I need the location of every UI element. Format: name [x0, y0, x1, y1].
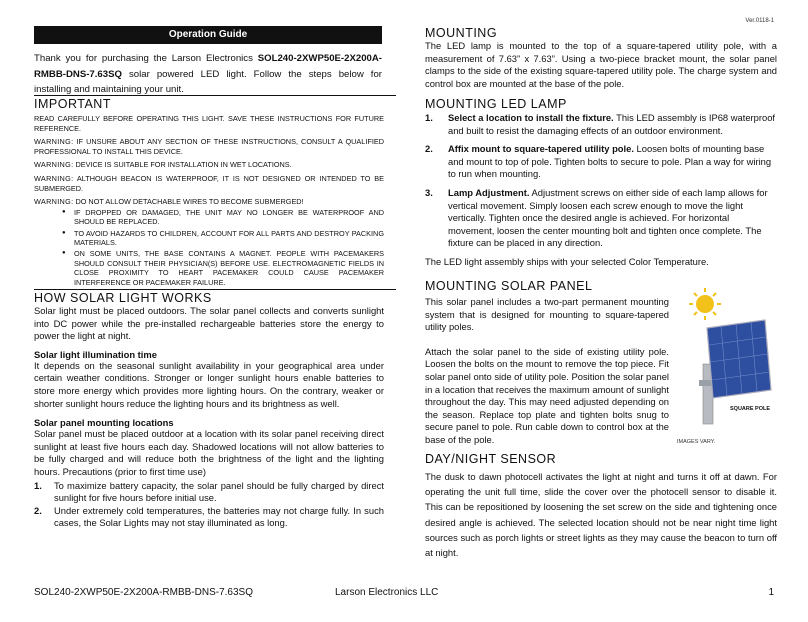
solar-panel-illustration: [673, 286, 777, 446]
step-title: Lamp Adjustment.: [448, 186, 530, 198]
important-bullet: ● TO AVOID HAZARDS TO CHILDREN, ACCOUNT FOR ALL PARTS AND DESTROY PACKING MATERIALS.: [34, 229, 384, 248]
how-text: Solar light must be placed outdoors. The solar panel collects and converts sunlight into DC power while the pre-installed rechargeable batteries store the energy to power the light at night.: [34, 305, 384, 342]
locations-text: Solar panel must be placed outdoor at a location with its solar panel receiving direct sunlight at least five hours each day. Shadowed locations will not allow batteries to be fully charged and will reduce both the brightness of the light and the lighting hours. Precautions (prior to first time use): [34, 428, 384, 477]
panel-section: [425, 279, 669, 447]
how-heading: HOW SOLAR LIGHT WORKS: [34, 291, 212, 305]
mounting-text: The LED lamp is mounted to the top of a square-tapered utility pole, with a measurement of 7.63” x 7.63”. Using a two-piece bracket mount, the solar panel clamps to the side of the existing square-tapered utility pole. The charge system and control box are mounted at the base of the pole.: [425, 40, 777, 89]
lamp-steps: [425, 112, 777, 250]
illumination-title: Solar light illumination time: [34, 348, 157, 360]
warning-item: [34, 197, 384, 207]
warning-label: WARNING:: [34, 197, 74, 207]
panel-heading: MOUNTING SOLAR PANEL: [425, 279, 593, 293]
step-number: 3.: [425, 186, 433, 198]
lamp-heading: MOUNTING LED LAMP: [425, 97, 567, 111]
illumination-text: It depends on the seasonal sunlight availability in your geographical area under certain weather conditions. Stronger or longer sunlight hours enable batteries to store more energy which provides more lighting hours. On the contrary, weaker or shorter sunlight hours reduce the lighting hours and its brightness as well.: [34, 359, 384, 409]
warning-label: WARNING:: [34, 160, 74, 170]
important-bullets: [34, 208, 384, 287]
divider: [34, 289, 396, 290]
step-text: Loosen bolts of mounting base and mount to top of pole. Tighten bolts to secure to pole. Plan a way for wiring to run when mounting.: [448, 143, 772, 180]
figure-note: IMAGES VARY.: [677, 439, 716, 445]
step-number: 2.: [425, 143, 433, 155]
lamp-note: The LED light assembly ships with your selected Color Temperature.: [425, 255, 709, 267]
page-number: 1: [768, 587, 774, 598]
divider: [34, 95, 396, 96]
step-number: 1.: [34, 479, 42, 491]
lamp-step: [425, 187, 777, 250]
important-notice: READ CAREFULLY BEFORE OPERATING THIS LIGHT. SAVE THESE INSTRUCTIONS FOR FUTURE REFERENCE.: [34, 114, 384, 133]
warning-text: DO NOT ALLOW DETACHABLE WIRES TO BECOME SUBMERGED!: [73, 197, 304, 207]
warning-item: [34, 160, 384, 170]
locations-title: Solar panel mounting locations: [34, 417, 174, 429]
step-number: 2.: [34, 504, 42, 516]
panel-text-1: This solar panel includes a two-part permanent mounting system that is designed for mounting to square-tapered utility poles.: [425, 296, 669, 333]
warning-text: DEVICE IS SUITABLE FOR INSTALLATION IN WET LOCATIONS.: [73, 160, 292, 170]
precaution-item: [34, 505, 384, 530]
lamp-step: [425, 143, 777, 181]
step-title: Select a location to install the fixture.: [448, 112, 614, 123]
precaution-item: [34, 480, 384, 505]
warning-label: WARNING:: [34, 173, 74, 183]
mounting-section: [425, 26, 777, 90]
step-title: Affix mount to square-tapered utility pole.: [448, 143, 634, 155]
step-number: 1.: [425, 112, 433, 123]
lamp-step: [425, 112, 777, 137]
important-section: [34, 97, 384, 289]
important-bullet: ● ON SOME UNITS, THE BASE CONTAINS A MAGNET. PEOPLE WITH PACEMAKERS SHOULD CONSULT THEIR PHYSICIAN(S) BEFORE USE. ELECTROMAGNETIC FIELDS IN CLOSE PROXIMITY TO HEART PACEMAKER COULD CAUSE PACEMAKER INTERFERENCE OR PACEMAKER FAILURE.: [34, 249, 384, 287]
important-bullet: ● IF DROPPED OR DAMAGED, THE UNIT MAY NO LONGER BE WATERPROOF AND SHOULD BE REPLACED.: [34, 208, 384, 227]
sensor-heading: DAY/NIGHT SENSOR: [425, 452, 557, 466]
figure-label: SQUARE POLE: [730, 406, 771, 412]
important-heading: IMPORTANT: [34, 97, 111, 111]
footer-company: Larson Electronics LLC: [335, 587, 439, 598]
warning-item: [34, 174, 384, 193]
sun-icon: [689, 288, 721, 320]
panel-text-2: Attach the solar panel to the side of existing utility pole. Loosen the bolts on the mount to remove the top piece. Fit solar panel onto side of utility pole. Position the solar panel in a location that receives the maximum amount of sunlight throughout the day. This may need adjusted depending on the season. Replace top plate and tighten bolts snug to secure panel to pole. Run cable down to control box at the base of the pole.: [425, 345, 669, 445]
footer-model: SOL240-2XWP50E-2X200A-RMBB-DNS-7.63SQ: [34, 587, 253, 598]
step-text: This LED assembly is IP68 waterproof and built to resist the damaging effects of an outdoor environment.: [448, 112, 776, 136]
precaution-list: [34, 480, 384, 530]
lamp-section: [425, 97, 777, 269]
how-section: [34, 291, 384, 530]
solar-panel-icon: [707, 320, 771, 398]
model-number: SOL240-2XWP50E-2X200A-RMBB-DNS-7.63SQ: [34, 53, 382, 80]
sensor-text: The dusk to dawn photocell activates the light at night and turns it off at dawn. For operating the unit full time, slide the cover over the photocell sensor to disable it. This can be repositioned by loosening the set screw on the side and tightening once desired angle is achieved. The selected location should not be near night time light sources such as porch lights or street lights as they may cause the beacon to turn off at night.: [425, 471, 777, 559]
warning-item: [34, 137, 384, 156]
intro-paragraph: Thank you for purchasing the Larson Electronics SOL240-2XWP50E-2X200A-RMBB-DNS-7.63SQ solar powered LED light. Follow the steps below for installing and maintaining your unit.: [34, 53, 382, 95]
warning-text: ALTHOUGH BEACON IS WATERPROOF, IT IS NOT DESIGNED OR INTENDED TO BE SUBMERGED.: [34, 173, 384, 193]
step-text: Adjustment screws on either side of each lamp allows for vertical movement. Simply loosen each screw enough to move the light vertically. Tighten once the desired angle is achieved. For horizontal movement, loosen the center mounting bolt and tighten once complete. The fixture can be placed in any direction.: [448, 186, 768, 249]
step-text: To maximize battery capacity, the solar panel should be fully charged by direct sunlight for five hours before initial use.: [54, 479, 384, 504]
operation-guide-banner: Operation Guide: [34, 26, 382, 44]
sensor-section: [425, 452, 777, 560]
version-label: Ver.0118-1: [745, 18, 774, 24]
warning-label: WARNING:: [34, 137, 74, 147]
mounting-heading: MOUNTING: [425, 26, 498, 40]
warning-text: IF UNSURE ABOUT ANY SECTION OF THESE INSTRUCTIONS, CONSULT A QUALIFIED PROFESSIONAL TO INSTALL THIS DEVICE.: [34, 137, 384, 156]
warning-list: [34, 137, 384, 207]
solar-panel-figure: [673, 286, 777, 446]
step-text: Under extremely cold temperatures, the batteries may not charge fully. In such cases, the Solar Lights may not stay illuminated as long.: [54, 504, 384, 529]
